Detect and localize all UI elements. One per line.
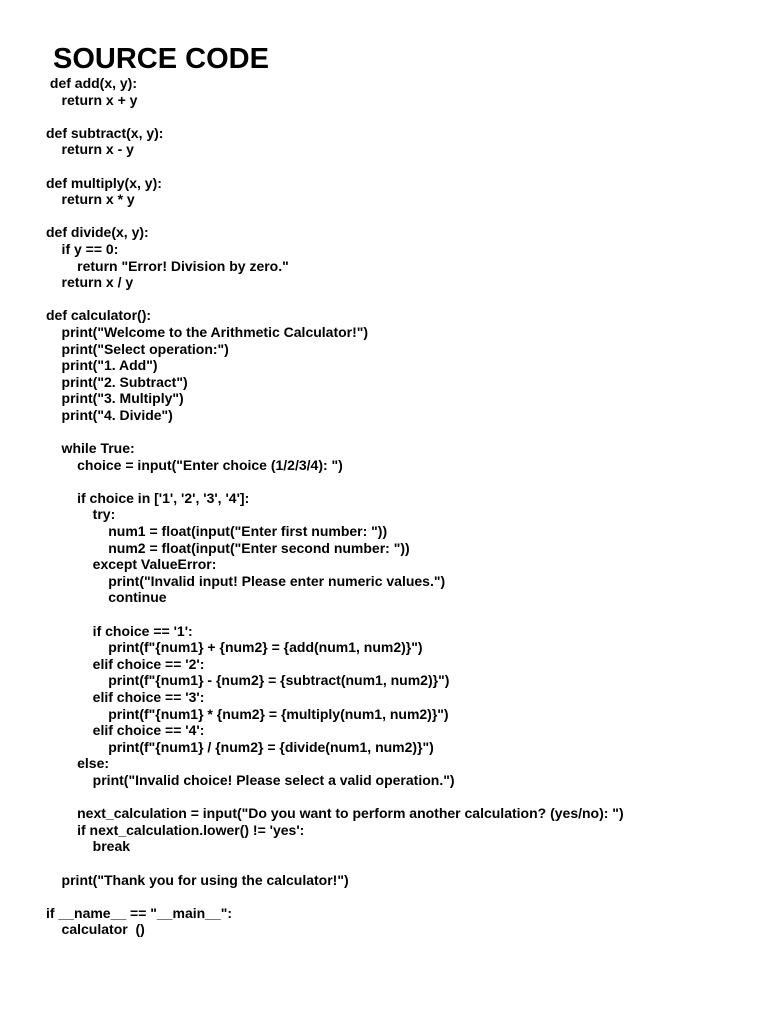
code-line: choice = input("Enter choice (1/2/3/4): ") <box>46 456 343 473</box>
code-line: elif choice == '2': <box>46 655 205 672</box>
code-line: return x * y <box>46 191 135 208</box>
code-line: print(f"{num1} * {num2} = {multiply(num1, num2)}") <box>46 705 449 722</box>
code-line: elif choice == '4': <box>46 722 205 739</box>
code-line <box>46 291 746 308</box>
code-line: print(f"{num1} + {num2} = {add(num1, num2)}") <box>46 639 423 656</box>
code-line <box>46 855 746 872</box>
code-line <box>46 606 746 623</box>
code-line: def calculator(): <box>46 307 152 324</box>
code-line: if choice in ['1', '2', '3', '4']: <box>46 489 250 506</box>
code-line: next_calculation = input("Do you want to perform another calculation? (yes/no): ") <box>46 805 624 822</box>
code-line: print("Thank you for using the calculator!") <box>46 871 349 888</box>
code-line: def subtract(x, y): <box>46 124 164 141</box>
code-line: print("Invalid input! Please enter numeric values.") <box>46 572 446 589</box>
code-line: return "Error! Division by zero." <box>46 257 289 274</box>
code-line <box>46 108 746 125</box>
code-line: def multiply(x, y): <box>46 174 162 191</box>
code-line: def divide(x, y): <box>46 224 149 241</box>
code-line: return x / y <box>46 274 134 291</box>
code-line: print("Welcome to the Arithmetic Calculator!") <box>46 323 369 340</box>
code-line: print("Select operation:") <box>46 340 229 357</box>
code-line: if choice == '1': <box>46 622 193 639</box>
code-line <box>46 789 746 806</box>
code-line: if y == 0: <box>46 240 119 257</box>
code-line: except ValueError: <box>46 556 217 573</box>
code-line <box>46 888 746 905</box>
code-line: print("2. Subtract") <box>46 373 188 390</box>
code-line: elif choice == '3': <box>46 688 205 705</box>
code-line: while True: <box>46 440 135 457</box>
code-line: calculator () <box>46 921 145 938</box>
code-block <box>46 75 746 938</box>
code-line: return x + y <box>46 91 138 108</box>
code-line: if __name__ == "__main__": <box>46 904 233 921</box>
code-line: print("4. Divide") <box>46 406 173 423</box>
code-line: num2 = float(input("Enter second number: ")) <box>46 539 410 556</box>
code-line: if next_calculation.lower() != 'yes': <box>46 821 305 838</box>
code-line: print("3. Multiply") <box>46 390 184 407</box>
code-line: print("Invalid choice! Please select a valid operation.") <box>46 771 455 788</box>
code-line <box>46 208 746 225</box>
code-line: break <box>46 838 131 855</box>
code-line <box>46 473 746 490</box>
code-line: continue <box>46 589 167 606</box>
code-line: return x - y <box>46 141 134 158</box>
code-line: print(f"{num1} / {num2} = {divide(num1, num2)}") <box>46 738 434 755</box>
code-line: try: <box>46 506 116 523</box>
code-line: num1 = float(input("Enter first number: ")) <box>46 523 388 540</box>
code-line <box>46 158 746 175</box>
code-line: print("1. Add") <box>46 357 158 374</box>
page-title: SOURCE CODE <box>53 43 269 75</box>
code-line: print(f"{num1} - {num2} = {subtract(num1, num2)}") <box>46 672 450 689</box>
code-line <box>46 423 746 440</box>
code-line: def add(x, y): <box>46 75 138 91</box>
code-line: else: <box>46 755 110 772</box>
